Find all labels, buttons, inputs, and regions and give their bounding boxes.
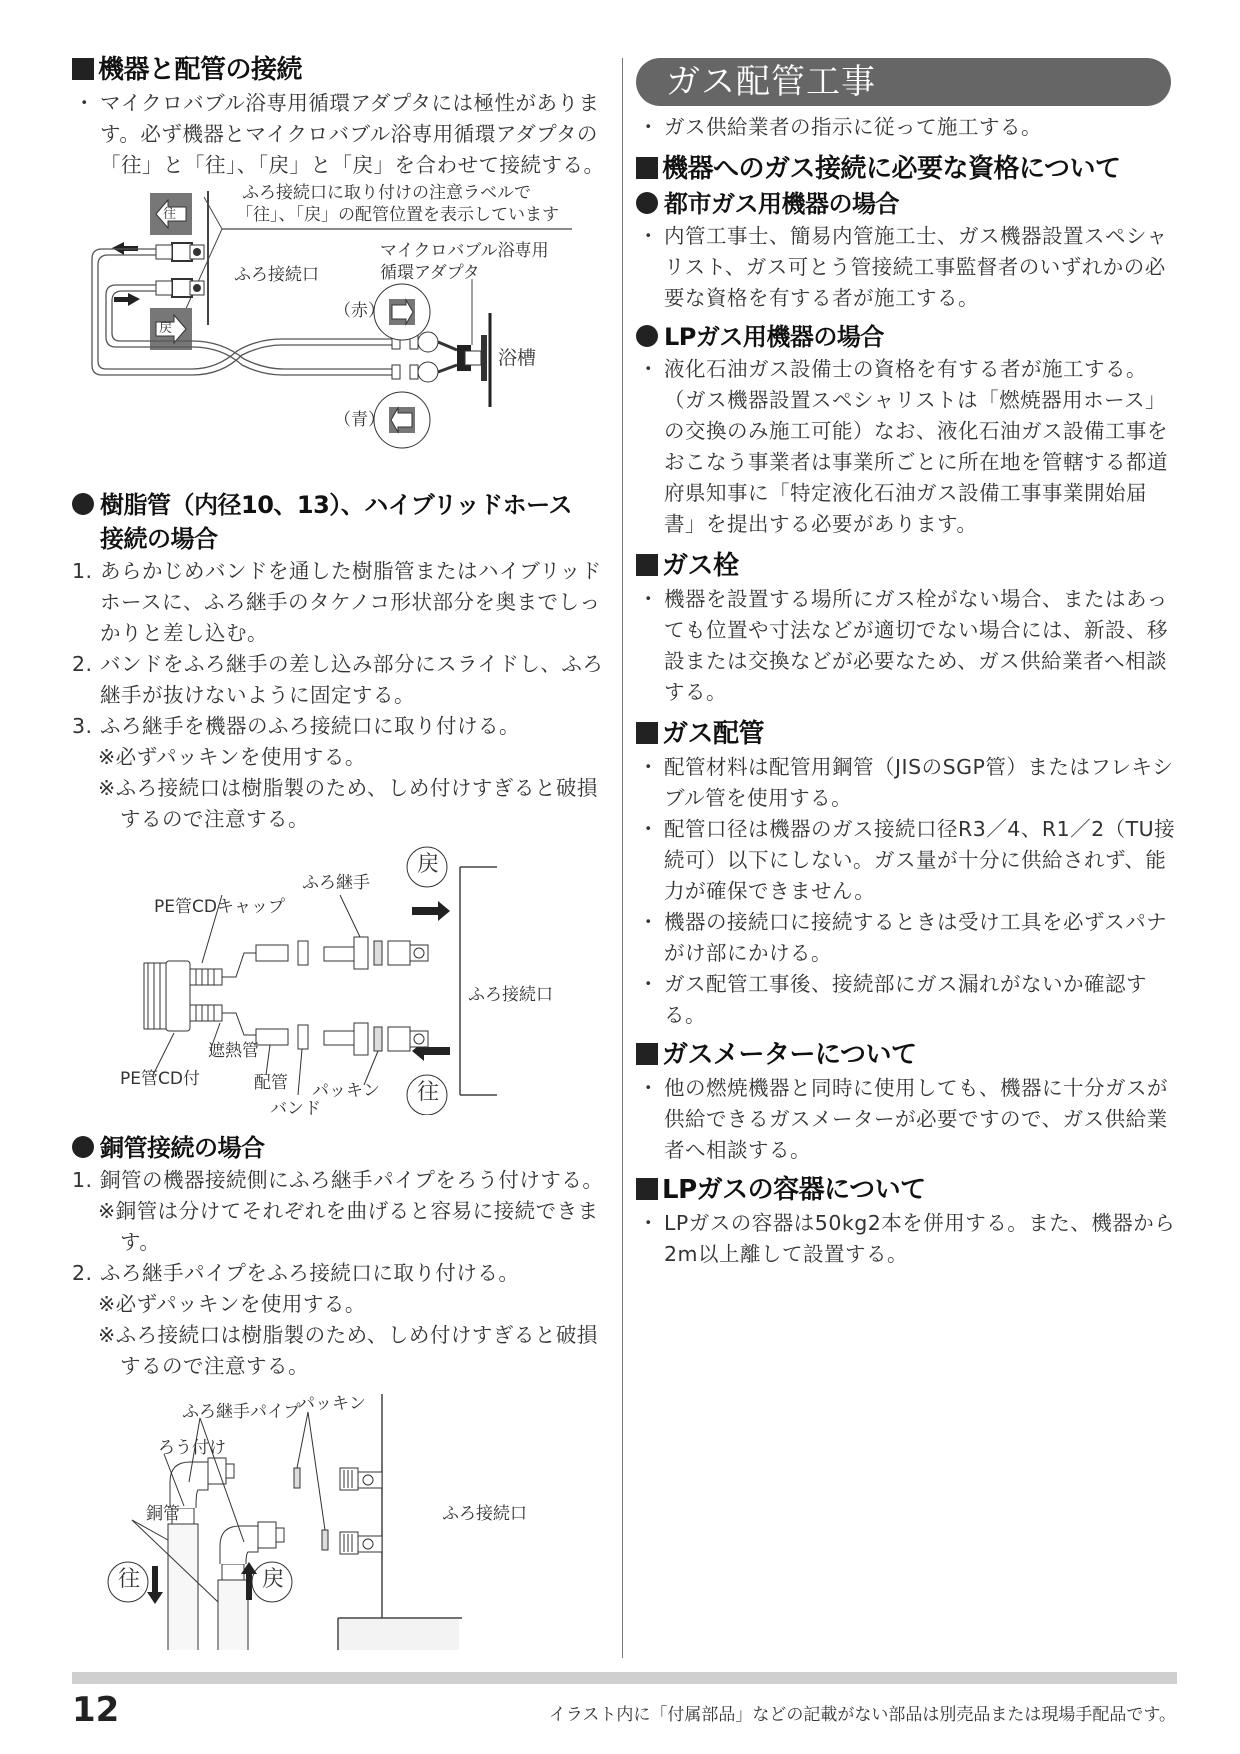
circle-bullet-icon [72, 1136, 94, 1158]
label-band: バンド [270, 1099, 321, 1119]
resin-note-packing: ※必ずパッキンを使用する。 [98, 745, 366, 769]
resin-step-1: 1. あらかじめバンドを通した樹脂管またはハイブリッドホースに、ふろ継手のタケノコ形状部分を奥までしっかりと差し込む。 [72, 559, 602, 645]
label-return-mark: 戻 [262, 1567, 285, 1592]
square-bullet-icon [636, 1043, 658, 1065]
square-bullet-icon [636, 722, 658, 744]
label-bath-port: ふろ接続口 [234, 265, 319, 285]
figure-adapter-connection [72, 185, 612, 470]
right-column [636, 52, 1176, 1270]
circle-bullet-icon [636, 325, 658, 347]
copper-note-bend: ※銅管は分けてそれぞれを曲げると容易に接続できます。 [98, 1199, 599, 1254]
label-copper-pipe: 銅管 [146, 1504, 180, 1524]
label-insulation: 遮熱管 [208, 1041, 259, 1061]
gas-intro: ・ ガス供給業者の指示に従って施工する。 [636, 112, 1176, 143]
heading-gas-piping: ガス配管 [636, 716, 1176, 752]
label-go-tag: 往 [163, 207, 177, 222]
label-pe-cap: PE管CDキャップ [154, 897, 285, 917]
heading-gas-meter: ガスメーターについて [636, 1037, 1176, 1073]
figure-resin-pipe-connection [72, 845, 612, 1119]
circle-bullet-icon [636, 192, 658, 214]
page-number: 12 [72, 1690, 120, 1730]
label-packing: パッキン [298, 1394, 366, 1414]
lp-gas-text: ・ 液化石油ガス設備士の資格を有する者が施工する。（ガス機器設置スペシャリストは「燃焼器用ホース」の交換のみ施工可能）なお、液化石油ガス設備工事をおこなう事業者は事業所ごとに所在地を管轄する都道府県知事に「特定液化石油ガス設備工事事業開始届書」を提出する必要があります。 [636, 354, 1176, 540]
gas-piping-item-3: ・ 機器の接続口に接続するときは受け工具を必ずスパナがけ部にかける。 [636, 907, 1176, 969]
figure-copper-pipe-connection [72, 1390, 612, 1650]
square-bullet-icon [636, 1178, 658, 1200]
gas-cock-text: ・ 機器を設置する場所にガス栓がない場合、またはあっても位置や寸法などが適切でない場合には、新設、移設または交換などが必要なため、ガス供給業者へ相談する。 [636, 584, 1176, 708]
heading-gas-cock: ガス栓 [636, 548, 1176, 584]
label-go-mark: 往 [417, 1080, 440, 1105]
square-bullet-icon [72, 58, 94, 80]
footer-bar [72, 1672, 1177, 1684]
label-brazing: ろう付け [158, 1438, 226, 1458]
left-column [72, 52, 612, 1650]
copper-step-1: 1. 銅管の機器接続側にふろ継手パイプをろう付けする。 [72, 1168, 604, 1192]
gas-piping-item-2: ・ 配管口径は機器のガス接続口径R3／4、R1／2（TU接続可）以下にしない。ガス量が十分に供給されず、能力が確保できません。 [636, 814, 1176, 907]
section-banner-gas-piping: ガス配管工事 [636, 58, 1171, 106]
label-joint-pipe: ふろ継手パイプ [182, 1402, 301, 1422]
circle-bullet-icon [72, 493, 94, 515]
label-bath-joint: ふろ継手 [302, 873, 370, 893]
polarity-note: ・ マイクロバブル浴専用循環アダプタには極性があります。必ず機器とマイクロバブル浴専用循環アダプタの「往」と「往」、「戻」と「戻」を合わせて接続する。 [72, 88, 612, 181]
heading-copper-pipe: 銅管接続の場合 [72, 1131, 612, 1165]
heading-qualification: 機器へのガス接続に必要な資格について [636, 151, 1176, 187]
label-caution: ふろ接続口に取り付けの注意ラベルで [242, 183, 531, 203]
label-return-mark: 戻 [417, 852, 440, 877]
square-bullet-icon [636, 554, 658, 576]
label-adapter-2: 循環アダプタ [380, 263, 480, 283]
lp-container-text: ・ LPガスの容器は50kg2本を併用する。また、機器から2m以上離して設置する。 [636, 1208, 1176, 1270]
heading-city-gas: 都市ガス用機器の場合 [636, 187, 1176, 221]
label-pe-cd: PE管CD付 [120, 1069, 200, 1089]
label-bath-port: ふろ接続口 [442, 1504, 527, 1524]
copper-note-overtighten: ※ふろ接続口は樹脂製のため、しめ付けすぎると破損するので注意する。 [98, 1323, 598, 1378]
column-divider [622, 58, 623, 1658]
copper-step-2: 2. ふろ継手パイプをふろ接続口に取り付ける。 [72, 1261, 520, 1285]
label-packing: パッキン [312, 1081, 380, 1101]
footer-note: イラスト内に「付属部品」などの記載がない部品は別売品または現場手配品です。 [548, 1705, 1176, 1725]
label-adapter-1: マイクロバブル浴専用 [380, 241, 549, 261]
label-pipe: 配管 [254, 1073, 288, 1093]
copper-note-packing: ※必ずパッキンを使用する。 [98, 1292, 366, 1316]
heading-lp-container: LPガスの容器について [636, 1172, 1176, 1208]
label-return-tag: 戻 [159, 321, 173, 336]
label-go-mark: 往 [118, 1567, 141, 1592]
label-blue: （青） [334, 410, 385, 430]
gas-piping-item-4: ・ ガス配管工事後、接続部にガス漏れがないか確認する。 [636, 969, 1176, 1031]
label-caution-2: 「往」、「戻」の配管位置を表示しています [236, 205, 559, 225]
resin-note-overtighten: ※ふろ接続口は樹脂製のため、しめ付けすぎると破損するので注意する。 [98, 776, 598, 831]
heading-resin-pipe: 樹脂管（内径10、13）、ハイブリッドホース 接続の場合 [72, 488, 612, 556]
resin-step-2: 2. バンドをふろ継手の差し込み部分にスライドし、ふろ継手が抜けないように固定する。 [72, 652, 604, 707]
city-gas-text: ・ 内管工事士、簡易内管施工士、ガス機器設置スペシャリスト、ガス可とう管接続工事監督者のいずれかの必要な資格を有する者が施工する。 [636, 221, 1176, 314]
resin-step-3: 3. ふろ継手を機器のふろ接続口に取り付ける。 [72, 714, 520, 738]
label-bathtub: 浴槽 [498, 347, 537, 369]
gas-meter-text: ・ 他の燃焼機器と同時に使用しても、機器に十分ガスが供給できるガスメーターが必要ですので、ガス供給業者へ相談する。 [636, 1073, 1176, 1166]
square-bullet-icon [636, 157, 658, 179]
heading-lp-gas: LPガス用機器の場合 [636, 320, 1176, 354]
label-red: （赤） [334, 301, 385, 321]
label-bath-port: ふろ接続口 [468, 985, 553, 1005]
heading-equipment-piping-connection: 機器と配管の接続 [72, 52, 612, 88]
gas-piping-item-1: ・ 配管材料は配管用鋼管（JISのSGP管）またはフレキシブル管を使用する。 [636, 752, 1176, 814]
